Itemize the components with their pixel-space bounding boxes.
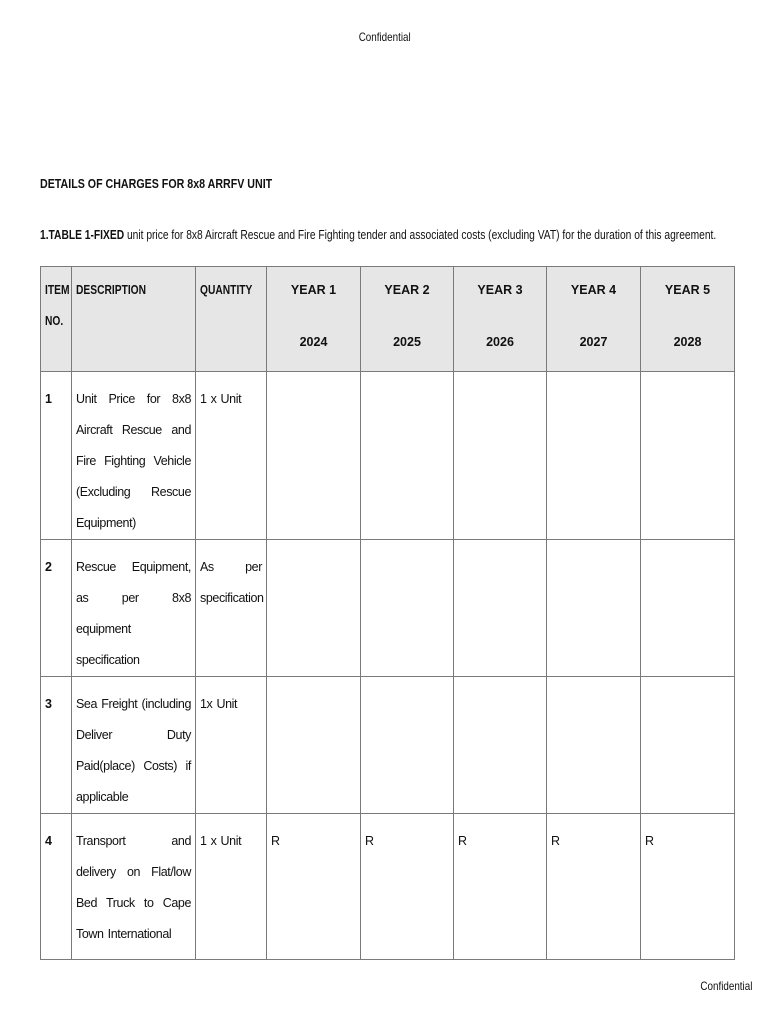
price-cell-year-5 (641, 372, 735, 540)
item-number-cell (41, 372, 72, 540)
item-number-cell (41, 814, 72, 960)
price-cell-year-1 (267, 677, 361, 814)
item-description: Sea Freight (including Deliver Duty Paid(place) Costs) if applicable (76, 697, 191, 804)
item-number: 3 (45, 697, 52, 711)
price-cell-year-2 (361, 814, 454, 960)
item-number-cell (41, 540, 72, 677)
description-cell (72, 540, 196, 677)
price-cell-year-5 (641, 677, 735, 814)
table-header-row (41, 267, 735, 372)
year-5-label: YEAR 5 (664, 283, 711, 297)
item-quantity: As per specification (200, 560, 264, 605)
price-value (547, 372, 640, 384)
price-value (361, 677, 453, 689)
price-value (361, 372, 453, 384)
header-description (72, 267, 196, 372)
charges-table (40, 266, 735, 960)
price-value (641, 540, 734, 552)
table-row (41, 677, 735, 814)
year-2-value: 2025 (393, 335, 421, 349)
page-header (0, 30, 770, 44)
year-4-value: 2027 (579, 335, 608, 349)
header-quantity-label: QUANTITY (200, 283, 253, 297)
table-row (41, 814, 735, 960)
price-cell-year-4 (547, 540, 641, 677)
price-value: R (271, 834, 281, 848)
table-caption (40, 228, 770, 242)
description-cell (72, 677, 196, 814)
price-cell-year-3 (454, 814, 547, 960)
item-quantity: 1x Unit (200, 697, 238, 711)
header-year-4 (547, 267, 641, 372)
price-value (547, 677, 640, 689)
price-value: R (365, 834, 375, 848)
item-description: Rescue Equipment, as per 8x8 equipment specification (76, 560, 191, 667)
price-cell-year-2 (361, 372, 454, 540)
header-year-5 (641, 267, 735, 372)
price-value: R (551, 834, 561, 848)
year-3-value: 2026 (486, 335, 514, 349)
price-value (267, 372, 360, 384)
quantity-cell (196, 540, 267, 677)
price-value (361, 540, 453, 552)
header-description-label: DESCRIPTION (76, 283, 147, 297)
price-cell-year-5 (641, 540, 735, 677)
table-row (41, 540, 735, 677)
price-value (641, 372, 734, 384)
description-cell (72, 372, 196, 540)
header-no-label: NO. (45, 314, 64, 328)
footer-confidential-label: Confidential (700, 979, 752, 993)
header-item-label: ITEM (45, 283, 70, 297)
price-value (267, 540, 360, 552)
header-year-2 (361, 267, 454, 372)
price-cell-year-2 (361, 677, 454, 814)
price-cell-year-3 (454, 677, 547, 814)
item-number: 4 (45, 834, 52, 848)
header-quantity (196, 267, 267, 372)
year-3-label: YEAR 3 (477, 283, 523, 297)
year-1-value: 2024 (299, 335, 328, 349)
item-number-cell (41, 677, 72, 814)
price-cell-year-3 (454, 540, 547, 677)
table-caption-text: unit price for 8x8 Aircraft Rescue and Fire Fighting tender and associated costs (excluding VAT) for the duration of this agreement. (124, 228, 717, 242)
page-footer (689, 979, 752, 993)
price-value (641, 677, 734, 689)
item-number: 1 (45, 392, 52, 406)
price-cell-year-1 (267, 372, 361, 540)
table-row (41, 372, 735, 540)
year-2-label: YEAR 2 (384, 283, 430, 297)
price-cell-year-4 (547, 372, 641, 540)
table-caption-label: 1.TABLE 1-FIXED (40, 228, 125, 242)
price-cell-year-2 (361, 540, 454, 677)
header-year-1 (267, 267, 361, 372)
price-value (454, 540, 546, 552)
price-cell-year-3 (454, 372, 547, 540)
price-value (267, 677, 360, 689)
year-5-value: 2028 (673, 335, 702, 349)
item-description: Unit Price for 8x8 Aircraft Rescue and Fire Fighting Vehicle (Excluding Rescue Equipment) (76, 392, 191, 530)
price-value (547, 540, 640, 552)
year-4-label: YEAR 4 (570, 283, 617, 297)
price-cell-year-4 (547, 677, 641, 814)
year-1-label: YEAR 1 (290, 283, 337, 297)
price-cell-year-5 (641, 814, 735, 960)
description-cell (72, 814, 196, 960)
item-quantity: 1 x Unit (200, 834, 242, 848)
header-item-no (41, 267, 72, 372)
price-value (454, 677, 546, 689)
price-cell-year-4 (547, 814, 641, 960)
item-description: Transport and delivery on Flat/low Bed Truck to Cape Town International (76, 834, 191, 941)
price-value (454, 372, 546, 384)
item-number: 2 (45, 560, 52, 574)
document-title (40, 176, 323, 191)
document-title-text: DETAILS OF CHARGES FOR 8x8 ARRFV UNIT (40, 176, 273, 191)
price-cell-year-1 (267, 814, 361, 960)
quantity-cell (196, 372, 267, 540)
header-confidential-label: Confidential (359, 30, 411, 44)
price-cell-year-1 (267, 540, 361, 677)
item-quantity: 1 x Unit (200, 392, 242, 406)
quantity-cell (196, 814, 267, 960)
price-value: R (458, 834, 468, 848)
header-year-3 (454, 267, 547, 372)
quantity-cell (196, 677, 267, 814)
price-value: R (645, 834, 655, 848)
